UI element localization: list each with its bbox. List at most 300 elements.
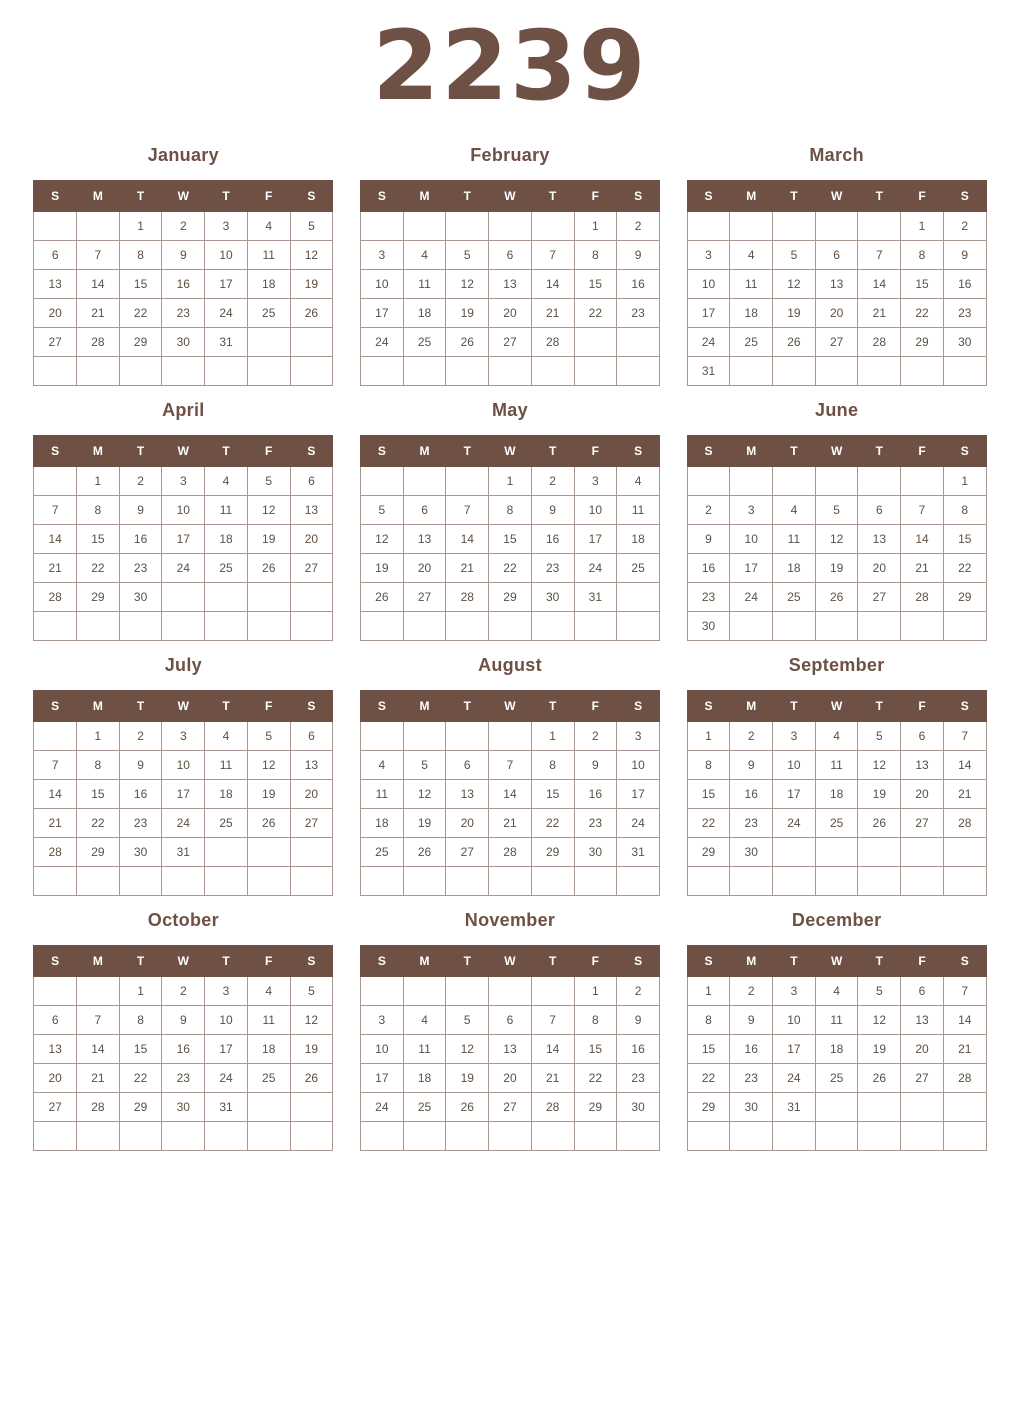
day-cell[interactable]: 10: [162, 750, 205, 779]
day-cell[interactable]: 2: [687, 495, 730, 524]
day-cell[interactable]: 20: [34, 1063, 77, 1092]
day-cell[interactable]: 25: [360, 837, 403, 866]
day-cell[interactable]: 30: [943, 327, 986, 356]
day-cell[interactable]: 17: [687, 298, 730, 327]
day-cell[interactable]: 31: [162, 837, 205, 866]
day-cell[interactable]: 9: [687, 524, 730, 553]
day-cell[interactable]: 6: [489, 240, 532, 269]
day-cell[interactable]: 11: [617, 495, 660, 524]
day-cell[interactable]: 16: [730, 1034, 773, 1063]
day-cell[interactable]: 27: [290, 553, 333, 582]
day-cell[interactable]: 16: [943, 269, 986, 298]
day-cell[interactable]: 29: [531, 837, 574, 866]
day-cell[interactable]: 10: [574, 495, 617, 524]
day-cell[interactable]: 10: [205, 240, 248, 269]
day-cell[interactable]: 7: [943, 721, 986, 750]
day-cell[interactable]: 14: [901, 524, 944, 553]
day-cell[interactable]: 10: [360, 1034, 403, 1063]
day-cell[interactable]: 20: [446, 808, 489, 837]
day-cell[interactable]: 14: [531, 269, 574, 298]
day-cell[interactable]: 11: [815, 750, 858, 779]
day-cell[interactable]: 25: [730, 327, 773, 356]
day-cell[interactable]: 27: [446, 837, 489, 866]
day-cell[interactable]: 23: [574, 808, 617, 837]
day-cell[interactable]: 20: [290, 779, 333, 808]
day-cell[interactable]: 12: [446, 269, 489, 298]
day-cell[interactable]: 6: [489, 1005, 532, 1034]
day-cell[interactable]: 6: [403, 495, 446, 524]
day-cell[interactable]: 14: [943, 1005, 986, 1034]
day-cell[interactable]: 30: [687, 611, 730, 640]
day-cell[interactable]: 16: [162, 1034, 205, 1063]
day-cell[interactable]: 2: [617, 976, 660, 1005]
day-cell[interactable]: 8: [943, 495, 986, 524]
day-cell[interactable]: 18: [247, 269, 290, 298]
day-cell[interactable]: 7: [77, 240, 120, 269]
day-cell[interactable]: 26: [773, 327, 816, 356]
day-cell[interactable]: 22: [943, 553, 986, 582]
day-cell[interactable]: 22: [489, 553, 532, 582]
day-cell[interactable]: 15: [119, 1034, 162, 1063]
day-cell[interactable]: 13: [34, 269, 77, 298]
day-cell[interactable]: 21: [858, 298, 901, 327]
day-cell[interactable]: 4: [247, 211, 290, 240]
day-cell[interactable]: 4: [403, 1005, 446, 1034]
day-cell[interactable]: 1: [77, 466, 120, 495]
day-cell[interactable]: 16: [531, 524, 574, 553]
day-cell[interactable]: 20: [290, 524, 333, 553]
day-cell[interactable]: 21: [34, 553, 77, 582]
day-cell[interactable]: 10: [617, 750, 660, 779]
day-cell[interactable]: 8: [77, 495, 120, 524]
day-cell[interactable]: 29: [119, 327, 162, 356]
day-cell[interactable]: 19: [446, 298, 489, 327]
day-cell[interactable]: 23: [943, 298, 986, 327]
day-cell[interactable]: 19: [815, 553, 858, 582]
day-cell[interactable]: 14: [34, 524, 77, 553]
day-cell[interactable]: 26: [446, 1092, 489, 1121]
day-cell[interactable]: 15: [687, 779, 730, 808]
day-cell[interactable]: 8: [119, 240, 162, 269]
day-cell[interactable]: 26: [446, 327, 489, 356]
day-cell[interactable]: 5: [290, 211, 333, 240]
day-cell[interactable]: 24: [773, 1063, 816, 1092]
day-cell[interactable]: 30: [617, 1092, 660, 1121]
day-cell[interactable]: 11: [815, 1005, 858, 1034]
day-cell[interactable]: 20: [901, 1034, 944, 1063]
day-cell[interactable]: 20: [858, 553, 901, 582]
day-cell[interactable]: 11: [730, 269, 773, 298]
day-cell[interactable]: 13: [290, 495, 333, 524]
day-cell[interactable]: 12: [290, 240, 333, 269]
day-cell[interactable]: 23: [119, 553, 162, 582]
day-cell[interactable]: 4: [403, 240, 446, 269]
day-cell[interactable]: 11: [205, 495, 248, 524]
day-cell[interactable]: 18: [815, 1034, 858, 1063]
day-cell[interactable]: 3: [205, 211, 248, 240]
day-cell[interactable]: 13: [489, 269, 532, 298]
day-cell[interactable]: 4: [205, 721, 248, 750]
day-cell[interactable]: 31: [687, 356, 730, 385]
day-cell[interactable]: 3: [773, 721, 816, 750]
day-cell[interactable]: 15: [489, 524, 532, 553]
day-cell[interactable]: 25: [247, 298, 290, 327]
day-cell[interactable]: 31: [617, 837, 660, 866]
day-cell[interactable]: 7: [858, 240, 901, 269]
day-cell[interactable]: 20: [403, 553, 446, 582]
day-cell[interactable]: 25: [403, 327, 446, 356]
day-cell[interactable]: 4: [730, 240, 773, 269]
day-cell[interactable]: 24: [360, 327, 403, 356]
day-cell[interactable]: 22: [574, 298, 617, 327]
day-cell[interactable]: 9: [574, 750, 617, 779]
day-cell[interactable]: 15: [119, 269, 162, 298]
day-cell[interactable]: 17: [730, 553, 773, 582]
day-cell[interactable]: 8: [77, 750, 120, 779]
day-cell[interactable]: 1: [77, 721, 120, 750]
day-cell[interactable]: 6: [901, 721, 944, 750]
day-cell[interactable]: 22: [574, 1063, 617, 1092]
day-cell[interactable]: 1: [574, 976, 617, 1005]
day-cell[interactable]: 18: [730, 298, 773, 327]
day-cell[interactable]: 30: [730, 837, 773, 866]
day-cell[interactable]: 18: [360, 808, 403, 837]
day-cell[interactable]: 17: [617, 779, 660, 808]
day-cell[interactable]: 12: [858, 750, 901, 779]
day-cell[interactable]: 11: [247, 1005, 290, 1034]
day-cell[interactable]: 26: [403, 837, 446, 866]
day-cell[interactable]: 18: [815, 779, 858, 808]
day-cell[interactable]: 7: [943, 976, 986, 1005]
day-cell[interactable]: 5: [403, 750, 446, 779]
day-cell[interactable]: 19: [290, 269, 333, 298]
day-cell[interactable]: 23: [687, 582, 730, 611]
day-cell[interactable]: 5: [446, 240, 489, 269]
day-cell[interactable]: 2: [119, 721, 162, 750]
day-cell[interactable]: 24: [687, 327, 730, 356]
day-cell[interactable]: 12: [446, 1034, 489, 1063]
day-cell[interactable]: 28: [531, 327, 574, 356]
day-cell[interactable]: 29: [77, 837, 120, 866]
day-cell[interactable]: 7: [531, 1005, 574, 1034]
day-cell[interactable]: 2: [162, 976, 205, 1005]
day-cell[interactable]: 21: [77, 298, 120, 327]
day-cell[interactable]: 1: [489, 466, 532, 495]
day-cell[interactable]: 12: [858, 1005, 901, 1034]
day-cell[interactable]: 1: [943, 466, 986, 495]
day-cell[interactable]: 12: [247, 750, 290, 779]
day-cell[interactable]: 7: [531, 240, 574, 269]
day-cell[interactable]: 26: [247, 808, 290, 837]
day-cell[interactable]: 29: [901, 327, 944, 356]
day-cell[interactable]: 9: [162, 1005, 205, 1034]
day-cell[interactable]: 6: [446, 750, 489, 779]
day-cell[interactable]: 25: [617, 553, 660, 582]
day-cell[interactable]: 17: [574, 524, 617, 553]
day-cell[interactable]: 27: [403, 582, 446, 611]
day-cell[interactable]: 6: [901, 976, 944, 1005]
day-cell[interactable]: 13: [403, 524, 446, 553]
day-cell[interactable]: 28: [446, 582, 489, 611]
day-cell[interactable]: 10: [360, 269, 403, 298]
day-cell[interactable]: 25: [403, 1092, 446, 1121]
day-cell[interactable]: 11: [247, 240, 290, 269]
day-cell[interactable]: 26: [815, 582, 858, 611]
day-cell[interactable]: 27: [489, 327, 532, 356]
day-cell[interactable]: 7: [77, 1005, 120, 1034]
day-cell[interactable]: 18: [617, 524, 660, 553]
day-cell[interactable]: 8: [119, 1005, 162, 1034]
day-cell[interactable]: 16: [730, 779, 773, 808]
day-cell[interactable]: 12: [773, 269, 816, 298]
day-cell[interactable]: 9: [617, 240, 660, 269]
day-cell[interactable]: 15: [77, 779, 120, 808]
day-cell[interactable]: 2: [531, 466, 574, 495]
day-cell[interactable]: 16: [119, 524, 162, 553]
day-cell[interactable]: 27: [815, 327, 858, 356]
day-cell[interactable]: 30: [574, 837, 617, 866]
day-cell[interactable]: 29: [489, 582, 532, 611]
day-cell[interactable]: 4: [815, 721, 858, 750]
day-cell[interactable]: 26: [247, 553, 290, 582]
day-cell[interactable]: 18: [403, 298, 446, 327]
day-cell[interactable]: 24: [773, 808, 816, 837]
day-cell[interactable]: 17: [360, 298, 403, 327]
day-cell[interactable]: 13: [901, 750, 944, 779]
day-cell[interactable]: 18: [205, 524, 248, 553]
day-cell[interactable]: 22: [687, 808, 730, 837]
day-cell[interactable]: 15: [943, 524, 986, 553]
day-cell[interactable]: 17: [162, 779, 205, 808]
day-cell[interactable]: 27: [901, 1063, 944, 1092]
day-cell[interactable]: 16: [574, 779, 617, 808]
day-cell[interactable]: 8: [687, 1005, 730, 1034]
day-cell[interactable]: 13: [815, 269, 858, 298]
day-cell[interactable]: 29: [687, 837, 730, 866]
day-cell[interactable]: 28: [943, 808, 986, 837]
day-cell[interactable]: 30: [119, 582, 162, 611]
day-cell[interactable]: 22: [119, 298, 162, 327]
day-cell[interactable]: 21: [34, 808, 77, 837]
day-cell[interactable]: 15: [574, 269, 617, 298]
day-cell[interactable]: 9: [531, 495, 574, 524]
day-cell[interactable]: 9: [119, 750, 162, 779]
day-cell[interactable]: 15: [901, 269, 944, 298]
day-cell[interactable]: 10: [687, 269, 730, 298]
day-cell[interactable]: 14: [489, 779, 532, 808]
day-cell[interactable]: 6: [290, 466, 333, 495]
day-cell[interactable]: 17: [205, 269, 248, 298]
day-cell[interactable]: 23: [617, 1063, 660, 1092]
day-cell[interactable]: 18: [773, 553, 816, 582]
day-cell[interactable]: 3: [773, 976, 816, 1005]
day-cell[interactable]: 24: [730, 582, 773, 611]
day-cell[interactable]: 25: [205, 553, 248, 582]
day-cell[interactable]: 13: [901, 1005, 944, 1034]
day-cell[interactable]: 1: [687, 721, 730, 750]
day-cell[interactable]: 8: [531, 750, 574, 779]
day-cell[interactable]: 9: [119, 495, 162, 524]
day-cell[interactable]: 27: [858, 582, 901, 611]
day-cell[interactable]: 2: [162, 211, 205, 240]
day-cell[interactable]: 11: [773, 524, 816, 553]
day-cell[interactable]: 19: [360, 553, 403, 582]
day-cell[interactable]: 22: [77, 553, 120, 582]
day-cell[interactable]: 25: [205, 808, 248, 837]
day-cell[interactable]: 12: [360, 524, 403, 553]
day-cell[interactable]: 30: [531, 582, 574, 611]
day-cell[interactable]: 2: [943, 211, 986, 240]
day-cell[interactable]: 21: [901, 553, 944, 582]
day-cell[interactable]: 6: [290, 721, 333, 750]
day-cell[interactable]: 17: [773, 779, 816, 808]
day-cell[interactable]: 24: [205, 298, 248, 327]
day-cell[interactable]: 10: [162, 495, 205, 524]
day-cell[interactable]: 26: [290, 298, 333, 327]
day-cell[interactable]: 17: [360, 1063, 403, 1092]
day-cell[interactable]: 23: [162, 298, 205, 327]
day-cell[interactable]: 29: [77, 582, 120, 611]
day-cell[interactable]: 24: [574, 553, 617, 582]
day-cell[interactable]: 24: [617, 808, 660, 837]
day-cell[interactable]: 16: [617, 1034, 660, 1063]
day-cell[interactable]: 23: [617, 298, 660, 327]
day-cell[interactable]: 16: [162, 269, 205, 298]
day-cell[interactable]: 29: [119, 1092, 162, 1121]
day-cell[interactable]: 3: [360, 240, 403, 269]
day-cell[interactable]: 9: [730, 1005, 773, 1034]
day-cell[interactable]: 21: [77, 1063, 120, 1092]
day-cell[interactable]: 8: [574, 240, 617, 269]
day-cell[interactable]: 3: [687, 240, 730, 269]
day-cell[interactable]: 19: [858, 779, 901, 808]
day-cell[interactable]: 22: [901, 298, 944, 327]
day-cell[interactable]: 17: [205, 1034, 248, 1063]
day-cell[interactable]: 3: [162, 466, 205, 495]
day-cell[interactable]: 5: [858, 976, 901, 1005]
day-cell[interactable]: 11: [403, 269, 446, 298]
day-cell[interactable]: 21: [489, 808, 532, 837]
day-cell[interactable]: 1: [574, 211, 617, 240]
day-cell[interactable]: 12: [815, 524, 858, 553]
day-cell[interactable]: 7: [34, 750, 77, 779]
day-cell[interactable]: 10: [773, 750, 816, 779]
day-cell[interactable]: 24: [162, 808, 205, 837]
day-cell[interactable]: 8: [687, 750, 730, 779]
day-cell[interactable]: 23: [162, 1063, 205, 1092]
day-cell[interactable]: 9: [162, 240, 205, 269]
day-cell[interactable]: 18: [247, 1034, 290, 1063]
day-cell[interactable]: 13: [290, 750, 333, 779]
day-cell[interactable]: 1: [119, 976, 162, 1005]
day-cell[interactable]: 27: [901, 808, 944, 837]
day-cell[interactable]: 15: [687, 1034, 730, 1063]
day-cell[interactable]: 1: [531, 721, 574, 750]
day-cell[interactable]: 20: [34, 298, 77, 327]
day-cell[interactable]: 5: [360, 495, 403, 524]
day-cell[interactable]: 14: [77, 269, 120, 298]
day-cell[interactable]: 15: [77, 524, 120, 553]
day-cell[interactable]: 3: [162, 721, 205, 750]
day-cell[interactable]: 24: [162, 553, 205, 582]
day-cell[interactable]: 27: [34, 1092, 77, 1121]
day-cell[interactable]: 24: [360, 1092, 403, 1121]
day-cell[interactable]: 4: [617, 466, 660, 495]
day-cell[interactable]: 23: [531, 553, 574, 582]
day-cell[interactable]: 1: [901, 211, 944, 240]
day-cell[interactable]: 26: [858, 1063, 901, 1092]
day-cell[interactable]: 7: [446, 495, 489, 524]
day-cell[interactable]: 28: [34, 582, 77, 611]
day-cell[interactable]: 25: [815, 808, 858, 837]
day-cell[interactable]: 25: [773, 582, 816, 611]
day-cell[interactable]: 13: [446, 779, 489, 808]
day-cell[interactable]: 28: [943, 1063, 986, 1092]
day-cell[interactable]: 22: [77, 808, 120, 837]
day-cell[interactable]: 23: [119, 808, 162, 837]
day-cell[interactable]: 3: [205, 976, 248, 1005]
day-cell[interactable]: 30: [119, 837, 162, 866]
day-cell[interactable]: 14: [858, 269, 901, 298]
day-cell[interactable]: 1: [687, 976, 730, 1005]
day-cell[interactable]: 5: [858, 721, 901, 750]
day-cell[interactable]: 9: [943, 240, 986, 269]
day-cell[interactable]: 7: [489, 750, 532, 779]
day-cell[interactable]: 16: [687, 553, 730, 582]
day-cell[interactable]: 28: [34, 837, 77, 866]
day-cell[interactable]: 31: [205, 327, 248, 356]
day-cell[interactable]: 20: [489, 298, 532, 327]
day-cell[interactable]: 21: [943, 779, 986, 808]
day-cell[interactable]: 12: [247, 495, 290, 524]
day-cell[interactable]: 18: [403, 1063, 446, 1092]
day-cell[interactable]: 9: [617, 1005, 660, 1034]
day-cell[interactable]: 22: [119, 1063, 162, 1092]
day-cell[interactable]: 30: [162, 1092, 205, 1121]
day-cell[interactable]: 14: [943, 750, 986, 779]
day-cell[interactable]: 13: [489, 1034, 532, 1063]
day-cell[interactable]: 24: [205, 1063, 248, 1092]
day-cell[interactable]: 3: [730, 495, 773, 524]
day-cell[interactable]: 4: [815, 976, 858, 1005]
day-cell[interactable]: 14: [446, 524, 489, 553]
day-cell[interactable]: 19: [773, 298, 816, 327]
day-cell[interactable]: 30: [162, 327, 205, 356]
day-cell[interactable]: 3: [360, 1005, 403, 1034]
day-cell[interactable]: 27: [34, 327, 77, 356]
day-cell[interactable]: 5: [290, 976, 333, 1005]
day-cell[interactable]: 13: [34, 1034, 77, 1063]
day-cell[interactable]: 3: [574, 466, 617, 495]
day-cell[interactable]: 5: [773, 240, 816, 269]
day-cell[interactable]: 2: [119, 466, 162, 495]
day-cell[interactable]: 21: [531, 298, 574, 327]
day-cell[interactable]: 5: [815, 495, 858, 524]
day-cell[interactable]: 14: [77, 1034, 120, 1063]
day-cell[interactable]: 4: [360, 750, 403, 779]
day-cell[interactable]: 26: [290, 1063, 333, 1092]
day-cell[interactable]: 26: [360, 582, 403, 611]
day-cell[interactable]: 2: [730, 976, 773, 1005]
day-cell[interactable]: 26: [858, 808, 901, 837]
day-cell[interactable]: 11: [205, 750, 248, 779]
day-cell[interactable]: 5: [446, 1005, 489, 1034]
day-cell[interactable]: 8: [574, 1005, 617, 1034]
day-cell[interactable]: 29: [943, 582, 986, 611]
day-cell[interactable]: 29: [574, 1092, 617, 1121]
day-cell[interactable]: 21: [531, 1063, 574, 1092]
day-cell[interactable]: 5: [247, 721, 290, 750]
